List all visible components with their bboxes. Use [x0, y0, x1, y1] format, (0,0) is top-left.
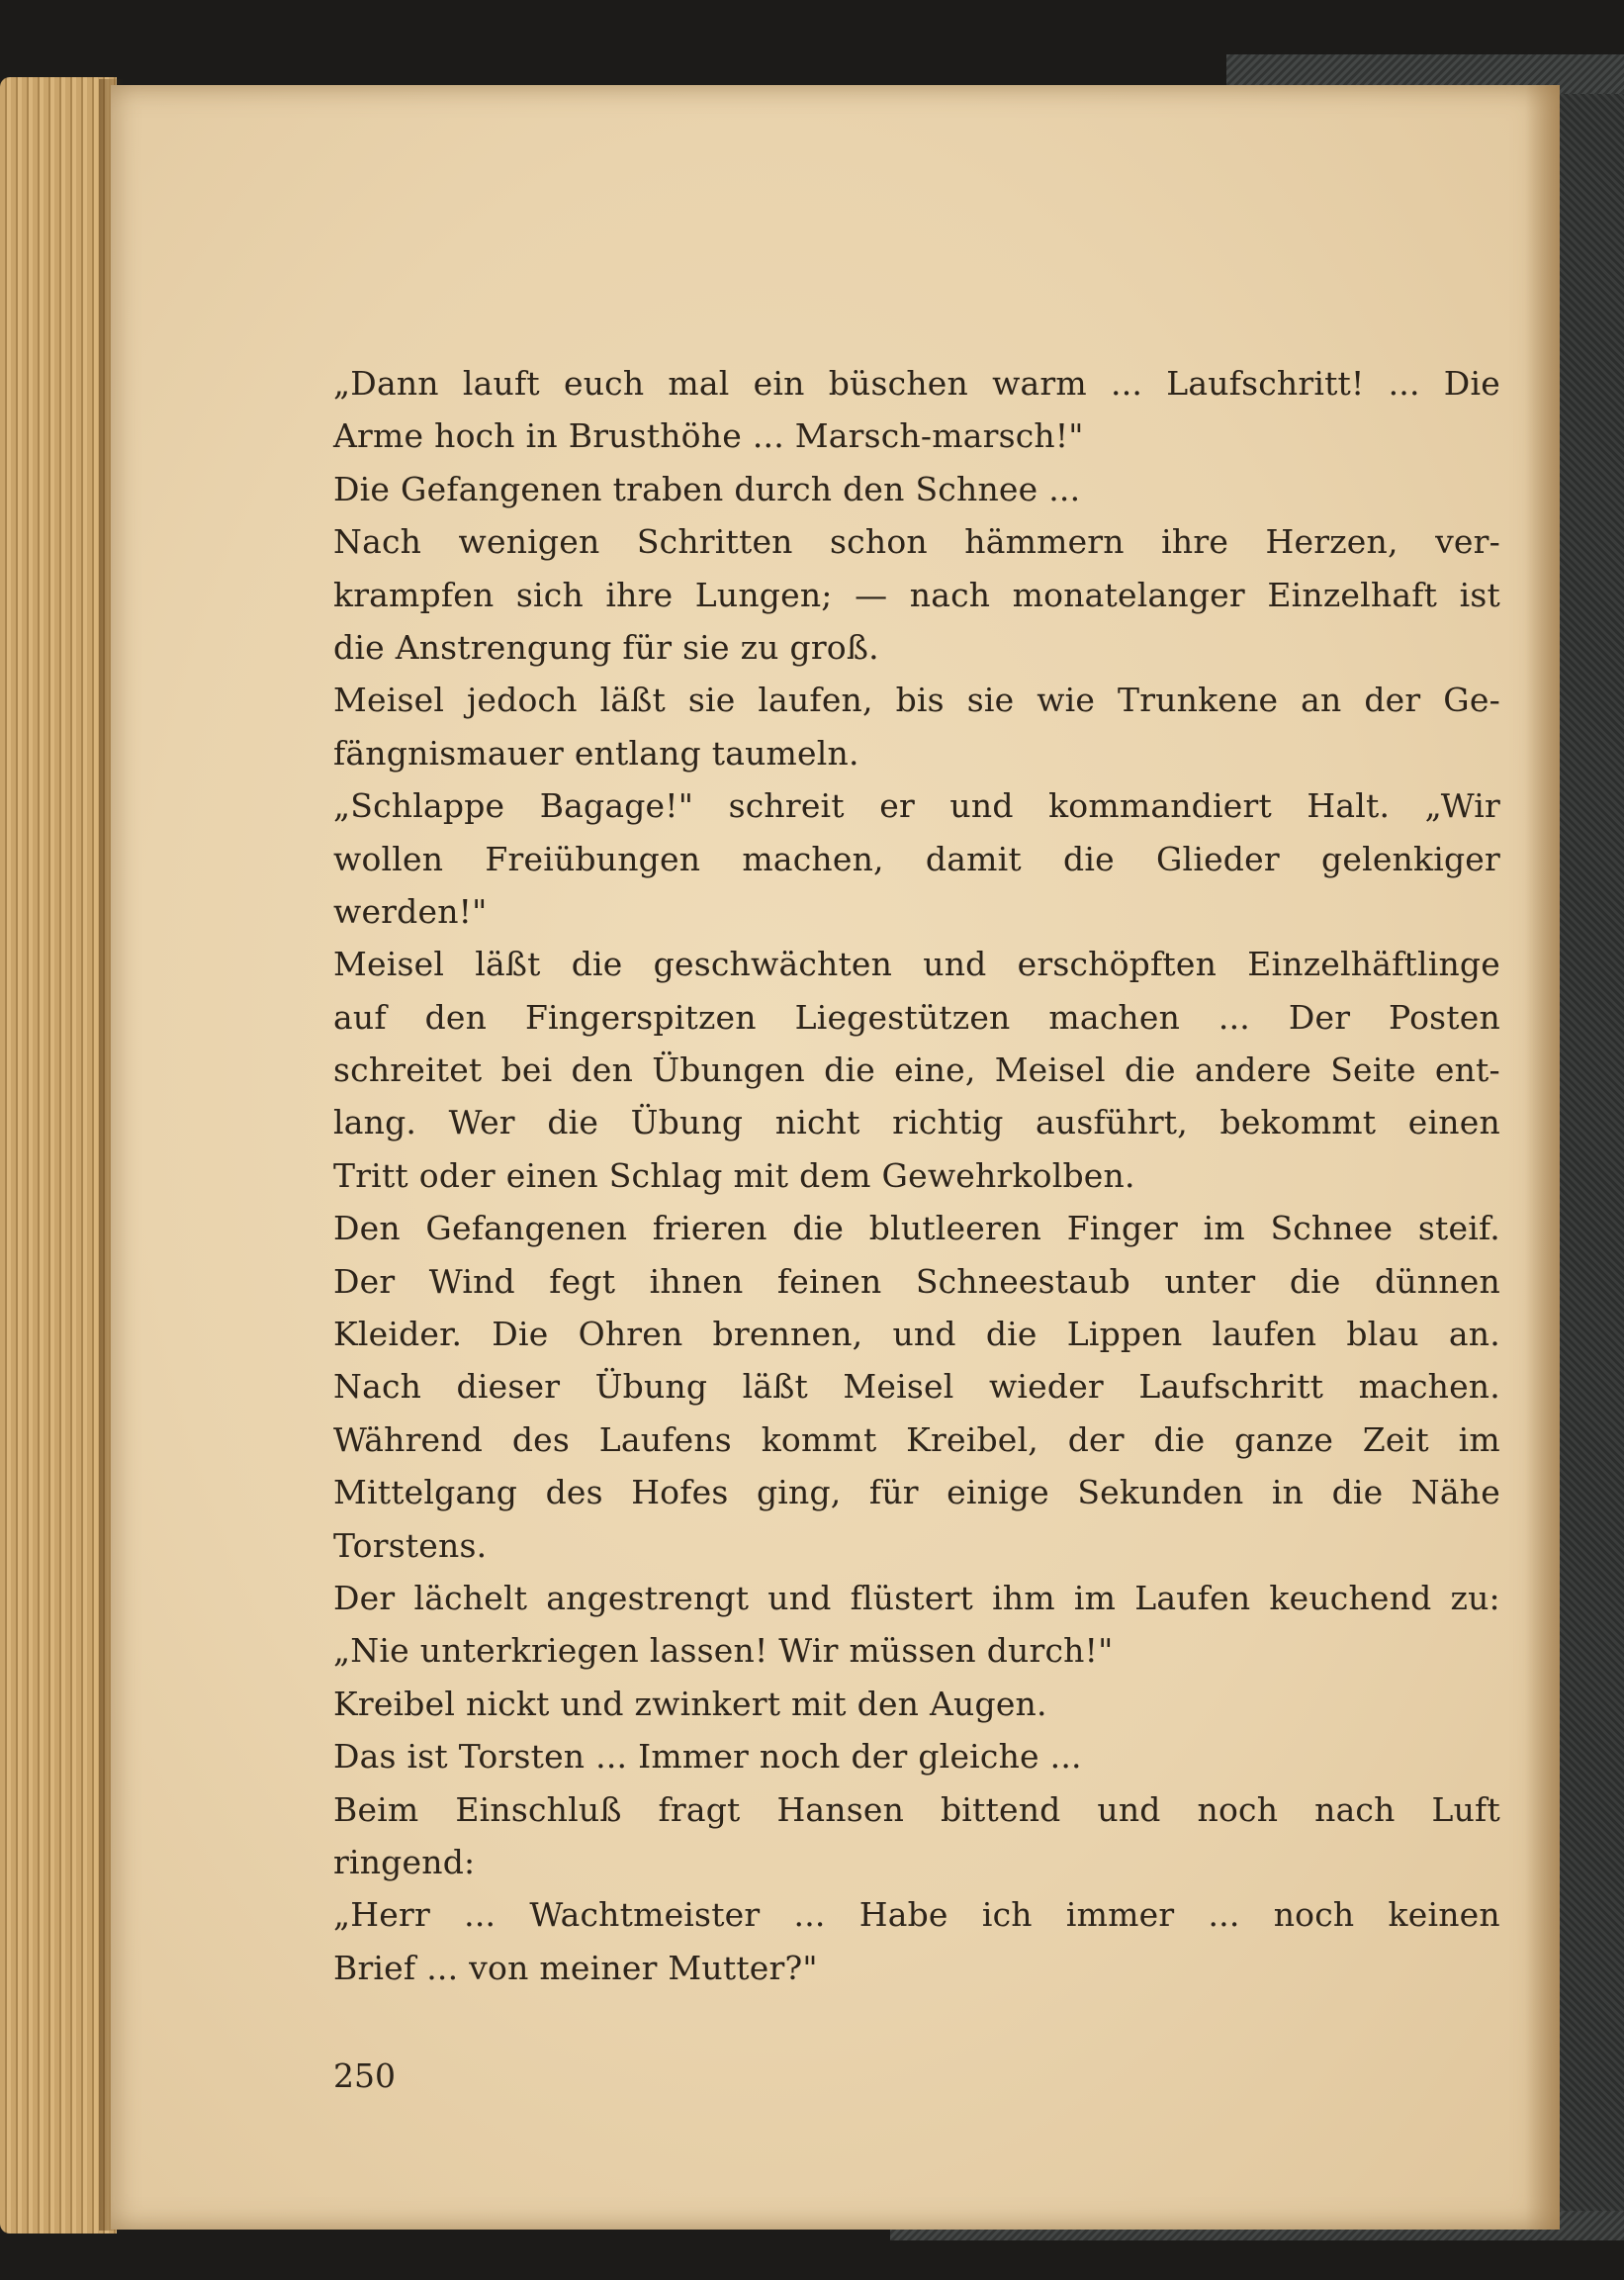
text-line	[333, 357, 1500, 410]
word: Übung	[630, 1103, 744, 1142]
word: Übung	[594, 1367, 708, 1407]
word: geschwächten	[653, 945, 893, 984]
body-text	[333, 357, 1500, 1994]
word: frieren	[652, 1209, 767, 1248]
text-line	[333, 1519, 1500, 1572]
word: kommandiert	[1048, 786, 1272, 826]
word: bis	[895, 681, 945, 720]
word: für	[622, 627, 673, 667]
word: unterkriegen	[419, 1631, 639, 1671]
word: durch	[734, 469, 833, 508]
word: sie	[682, 627, 730, 667]
word: schreit	[728, 786, 845, 826]
word: und	[1097, 1789, 1161, 1829]
text-line	[333, 1044, 1500, 1096]
word: noch	[1273, 1895, 1355, 1935]
word: läßt	[475, 945, 541, 984]
text-line	[333, 621, 1500, 674]
word: ihre	[605, 575, 674, 614]
word: ganze	[1234, 1419, 1334, 1459]
word: gelenkiger	[1321, 839, 1500, 878]
word: Schnee	[915, 469, 1038, 508]
word: Laufschritt	[1138, 1367, 1324, 1407]
word: jedoch	[466, 681, 578, 720]
word: nicht	[774, 1103, 860, 1142]
word: im	[1073, 1578, 1117, 1617]
word: Habe	[858, 1895, 948, 1935]
word: „Dann	[333, 364, 439, 403]
word: gleiche	[918, 1737, 1039, 1777]
word: unter	[1164, 1261, 1256, 1301]
word: Wind	[428, 1261, 515, 1301]
word: Anstrengung	[395, 627, 612, 667]
word: ...	[752, 416, 784, 456]
word: die	[1063, 839, 1115, 878]
word: entlang	[574, 733, 701, 773]
word: Augen.	[930, 1684, 1047, 1723]
word: wollen	[333, 839, 444, 878]
word: Brusthöhe	[568, 416, 742, 456]
word: schreitet	[333, 1050, 483, 1090]
word: wieder	[988, 1367, 1104, 1407]
text-line	[333, 727, 1500, 779]
word: Brief	[333, 1948, 416, 1987]
word: der	[851, 1737, 908, 1777]
word: blutleeren	[868, 1209, 1042, 1248]
word: groß.	[789, 627, 879, 667]
word: Kreibel,	[906, 1419, 1038, 1459]
word: taumeln.	[711, 733, 859, 773]
word: warm	[992, 364, 1087, 403]
text-line	[333, 1942, 1500, 1994]
word: traben	[612, 469, 724, 508]
word: Arme	[333, 416, 424, 456]
page-gutter	[1525, 85, 1560, 2230]
word: sich	[515, 575, 584, 614]
word: eine,	[894, 1050, 976, 1090]
word: Laufschritt!	[1166, 364, 1365, 403]
word: die	[547, 1103, 599, 1142]
word: oder	[418, 1155, 496, 1195]
word: den	[843, 469, 905, 508]
word: ein	[753, 364, 805, 403]
word: mal	[668, 364, 730, 403]
word: werden!"	[333, 891, 488, 931]
word: Mittelgang	[333, 1473, 518, 1512]
word: die	[985, 1315, 1038, 1354]
word: immer	[1065, 1895, 1175, 1935]
word: nickt	[466, 1684, 550, 1723]
word: ringend:	[333, 1842, 476, 1881]
word: lauft	[462, 364, 540, 403]
word: Einzelhäftlinge	[1247, 945, 1500, 984]
word: Den	[333, 1209, 401, 1248]
word: laufen	[1212, 1315, 1317, 1354]
word: andere	[1194, 1050, 1312, 1090]
word: Der	[333, 1261, 396, 1301]
text-line	[333, 1255, 1500, 1308]
word: steif.	[1417, 1209, 1500, 1248]
word: noch	[1197, 1789, 1279, 1829]
word: wie	[1037, 681, 1096, 720]
text-line	[333, 1624, 1500, 1677]
word: ihnen	[649, 1261, 744, 1301]
word: Wir	[778, 1631, 839, 1671]
word: Halt.	[1307, 786, 1391, 826]
text-line	[333, 1678, 1500, 1730]
word: Torstens.	[333, 1525, 488, 1565]
word: zwinkert	[634, 1684, 781, 1723]
word: machen	[1048, 997, 1181, 1037]
text-line	[333, 1360, 1500, 1413]
word: Hansen	[776, 1789, 905, 1829]
word: bei	[500, 1050, 553, 1090]
word: fegt	[549, 1261, 616, 1301]
word: Gefangenen	[425, 1209, 628, 1248]
word: den	[857, 1684, 920, 1723]
word: „Wir	[1424, 786, 1500, 826]
word: ...	[1049, 1737, 1082, 1777]
word: noch	[759, 1737, 841, 1777]
word: Nach	[333, 1367, 422, 1407]
text-line	[333, 1096, 1500, 1148]
text-line	[333, 1414, 1500, 1466]
text-line	[333, 885, 1500, 938]
word: und	[892, 1315, 956, 1354]
word: fängnismauer	[333, 733, 564, 773]
word: Posten	[1389, 997, 1500, 1037]
word: die	[1124, 1050, 1176, 1090]
word: ...	[1388, 364, 1420, 403]
page-number: 250	[333, 2056, 396, 2095]
word: zu	[740, 627, 779, 667]
word: ging,	[756, 1473, 842, 1512]
word: auf	[333, 997, 387, 1037]
word: ...	[595, 1737, 628, 1777]
text-line	[333, 410, 1500, 462]
word: euch	[563, 364, 645, 403]
word: Meisel	[333, 681, 445, 720]
word: keinen	[1388, 1895, 1500, 1935]
text-line	[333, 1149, 1500, 1202]
word: angestrengt	[546, 1578, 750, 1617]
text-line	[333, 991, 1500, 1044]
word: sie	[966, 681, 1015, 720]
word: einen	[1407, 1103, 1500, 1142]
word: an	[1301, 681, 1342, 720]
word: Sekunden	[1077, 1473, 1244, 1512]
word: büschen	[828, 364, 968, 403]
word: Gewehrkolben.	[881, 1155, 1135, 1195]
word: des	[545, 1473, 603, 1512]
word: Torsten	[458, 1737, 586, 1777]
word: Bagage!"	[539, 786, 694, 826]
word: Luft	[1431, 1789, 1500, 1829]
word: „Herr	[333, 1895, 430, 1935]
word: Kleider.	[333, 1315, 463, 1354]
word: Meisel	[843, 1367, 954, 1407]
word: ...	[464, 1895, 496, 1935]
word: müssen	[849, 1631, 976, 1671]
word: Nähe	[1410, 1473, 1500, 1512]
word: und	[560, 1684, 624, 1723]
word: meiner	[539, 1948, 658, 1987]
word: feinen	[776, 1261, 882, 1301]
word: zu:	[1450, 1578, 1500, 1617]
word: Einzelhaft	[1267, 575, 1438, 614]
word: kommt	[761, 1419, 877, 1459]
word: Glieder	[1156, 839, 1280, 878]
word: Während	[333, 1419, 484, 1459]
text-line	[333, 833, 1500, 885]
word: Hofes	[631, 1473, 729, 1512]
word: ent-	[1434, 1050, 1500, 1090]
text-line	[333, 569, 1500, 621]
word: und	[923, 945, 987, 984]
word: und	[767, 1578, 832, 1617]
word: mit	[733, 1155, 789, 1195]
word: lang.	[333, 1103, 417, 1142]
word: ver-	[1435, 522, 1500, 562]
word: er	[879, 786, 915, 826]
word: Immer	[638, 1737, 750, 1777]
text-line	[333, 1836, 1500, 1888]
word: Einschluß	[455, 1789, 622, 1829]
word: Herzen,	[1265, 522, 1398, 562]
word: Zeit	[1362, 1419, 1429, 1459]
word: ...	[793, 1895, 826, 1935]
word: sie	[687, 681, 736, 720]
word: Trunkene	[1118, 681, 1279, 720]
word: ausführt,	[1036, 1103, 1188, 1142]
word: Finger	[1066, 1209, 1179, 1248]
word: ...	[1208, 1895, 1240, 1935]
word: erschöpften	[1017, 945, 1218, 984]
text-line	[333, 1202, 1500, 1254]
word: Laufen	[1134, 1578, 1251, 1617]
text-line	[333, 1466, 1500, 1518]
text-line	[333, 515, 1500, 568]
word: dem	[799, 1155, 871, 1195]
word: läßt	[599, 681, 666, 720]
word: Ohren	[578, 1315, 683, 1354]
word: —	[855, 575, 888, 614]
word: fragt	[658, 1789, 741, 1829]
word: richtig	[892, 1103, 1004, 1142]
word: lächelt	[413, 1578, 528, 1617]
word: Seite	[1330, 1050, 1416, 1090]
word: Der	[333, 1578, 396, 1617]
word: blau	[1346, 1315, 1419, 1354]
word: Laufens	[598, 1419, 732, 1459]
word: einige	[947, 1473, 1049, 1512]
word: dünnen	[1375, 1261, 1500, 1301]
word: bittend	[940, 1789, 1061, 1829]
word: der	[1364, 681, 1421, 720]
word: Das	[333, 1737, 397, 1777]
word: Die	[333, 469, 391, 508]
word: läßt	[742, 1367, 808, 1407]
word: schon	[830, 522, 928, 562]
word: ...	[1111, 364, 1143, 403]
word: Beim	[333, 1789, 419, 1829]
word: die	[333, 627, 385, 667]
word: Lippen	[1066, 1315, 1183, 1354]
word: hämmern	[964, 522, 1125, 562]
word: lassen!	[649, 1631, 768, 1671]
word: den	[571, 1050, 634, 1090]
word: wenigen	[458, 522, 600, 562]
word: durch!"	[986, 1631, 1114, 1671]
word: Die	[1443, 364, 1500, 403]
word: laufen,	[758, 681, 873, 720]
word: die	[824, 1050, 875, 1090]
word: für	[868, 1473, 919, 1512]
word: und	[949, 786, 1014, 826]
word: ist	[406, 1737, 448, 1777]
word: Mutter?"	[668, 1948, 818, 1987]
word: Marsch-marsch!"	[794, 416, 1084, 456]
word: an.	[1448, 1315, 1500, 1354]
word: einen	[505, 1155, 598, 1195]
word: damit	[925, 839, 1022, 878]
word: Wachtmeister	[529, 1895, 761, 1935]
text-line	[333, 938, 1500, 990]
word: Freiübungen	[485, 839, 701, 878]
word: in	[525, 416, 558, 456]
word: ...	[1218, 997, 1250, 1037]
word: brennen,	[712, 1315, 863, 1354]
text-line	[333, 1308, 1500, 1360]
word: machen,	[742, 839, 884, 878]
word: den	[424, 997, 488, 1037]
word: des	[511, 1419, 571, 1459]
word: flüstert	[850, 1578, 974, 1617]
word: „Nie	[333, 1631, 409, 1671]
word: Schneestaub	[915, 1261, 1130, 1301]
word: die	[1153, 1419, 1206, 1459]
word: mit	[791, 1684, 847, 1723]
text-line	[333, 1888, 1500, 1941]
word: im	[1458, 1419, 1500, 1459]
word: Kreibel	[333, 1684, 456, 1723]
word: Ge-	[1443, 681, 1500, 720]
word: bekommt	[1219, 1103, 1377, 1142]
word: im	[1203, 1209, 1245, 1248]
word: Schnee	[1270, 1209, 1394, 1248]
word: krampfen	[333, 575, 495, 614]
word: Meisel	[333, 945, 445, 984]
word: keuchend	[1269, 1578, 1432, 1617]
word: Der	[1288, 997, 1351, 1037]
text-line	[333, 674, 1500, 726]
word: in	[1271, 1473, 1305, 1512]
word: nach	[1314, 1789, 1396, 1829]
word: Tritt	[333, 1155, 408, 1195]
word: Nach	[333, 522, 422, 562]
word: monatelanger	[1012, 575, 1245, 614]
word: ihm	[992, 1578, 1055, 1617]
word: die	[792, 1209, 845, 1248]
word: die	[1331, 1473, 1384, 1512]
word: ihre	[1161, 522, 1229, 562]
text-line	[333, 463, 1500, 515]
book-page	[111, 85, 1560, 2230]
word: Übungen	[652, 1050, 805, 1090]
word: Lungen;	[694, 575, 833, 614]
text-line	[333, 1572, 1500, 1624]
word: Schlag	[608, 1155, 723, 1195]
word: Die	[492, 1315, 549, 1354]
word: Wer	[448, 1103, 515, 1142]
word: machen.	[1358, 1367, 1500, 1407]
word: Liegestützen	[794, 997, 1011, 1037]
word: Meisel	[994, 1050, 1106, 1090]
word: ...	[426, 1948, 459, 1987]
word: der	[1067, 1419, 1125, 1459]
text-line	[333, 1730, 1500, 1782]
word: Schritten	[636, 522, 793, 562]
word: die	[571, 945, 623, 984]
word: dieser	[456, 1367, 561, 1407]
word: von	[469, 1948, 529, 1987]
word: ist	[1459, 575, 1500, 614]
word: die	[1289, 1261, 1341, 1301]
word: ...	[1048, 469, 1081, 508]
word: Fingerspitzen	[524, 997, 757, 1037]
word: Gefangenen	[401, 469, 602, 508]
text-line	[333, 1783, 1500, 1836]
word: nach	[909, 575, 991, 614]
text-line	[333, 779, 1500, 832]
word: „Schlappe	[333, 786, 505, 826]
word: ich	[981, 1895, 1033, 1935]
word: hoch	[434, 416, 515, 456]
